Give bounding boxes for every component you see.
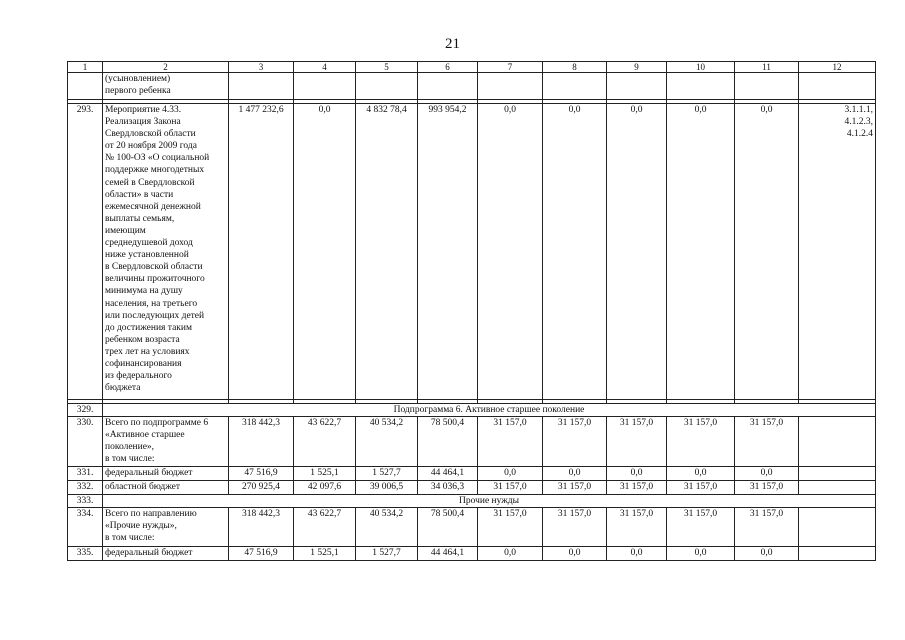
table-row-332 bbox=[68, 481, 876, 495]
value-cell: 31 157,0 bbox=[607, 508, 667, 547]
value-cell: 0,0 bbox=[478, 104, 543, 400]
value-cell: 0,0 bbox=[543, 467, 607, 481]
value-cell: 78 500,4 bbox=[418, 508, 478, 547]
column-header: 9 bbox=[607, 62, 667, 73]
row-label: Мероприятие 4.33. Реализация Закона Свердловской области от 20 ноября 2009 года № 100-ОЗ «О социальной поддержке многодетных семей в Свердловской области» в части ежемесячной денежной выплаты семьям, имеющим среднедушевой доход ниже установленной в Свердловской области величины прожиточного минимума на душу населения, на третьего или последующих детей до достижения таким ребенком возраста трех лет на условиях софинансирования из федерального бюджета bbox=[103, 104, 229, 400]
value-cell: 34 036,3 bbox=[418, 481, 478, 495]
value-cell: 993 954,2 bbox=[418, 104, 478, 400]
value-cell: 270 925,4 bbox=[229, 481, 294, 495]
value-cell: 0,0 bbox=[607, 467, 667, 481]
row-label: федеральный бюджет bbox=[103, 547, 229, 561]
table-row-335 bbox=[68, 547, 876, 561]
row-number: 330. bbox=[68, 417, 103, 467]
table-row-334 bbox=[68, 508, 876, 547]
target-indicators: 3.1.1.1, 4.1.2.3, 4.1.2.4 bbox=[799, 104, 876, 400]
value-cell: 1 525,1 bbox=[294, 467, 356, 481]
column-header: 12 bbox=[799, 62, 876, 73]
row-label: Всего по направлению «Прочие нужды», в том числе: bbox=[103, 508, 229, 547]
value-cell: 31 157,0 bbox=[478, 417, 543, 467]
table-row-329 bbox=[68, 404, 876, 417]
value-cell: 0,0 bbox=[607, 547, 667, 561]
value-cell: 318 442,3 bbox=[229, 417, 294, 467]
value-cell: 1 527,7 bbox=[356, 547, 418, 561]
column-header: 2 bbox=[103, 62, 229, 73]
row-number: 335. bbox=[68, 547, 103, 561]
value-cell: 31 157,0 bbox=[735, 481, 799, 495]
row-number: 331. bbox=[68, 467, 103, 481]
value-cell: 40 534,2 bbox=[356, 508, 418, 547]
value-cell: 0,0 bbox=[478, 547, 543, 561]
table-row-continuation bbox=[68, 73, 876, 100]
value-cell: 4 832 78,4 bbox=[356, 104, 418, 400]
subprogram-title: Подпрограмма 6. Активное старшее поколение bbox=[103, 404, 876, 417]
value-cell: 31 157,0 bbox=[478, 481, 543, 495]
row-number: 293. bbox=[68, 104, 103, 400]
value-cell: 0,0 bbox=[478, 467, 543, 481]
value-cell: 31 157,0 bbox=[735, 508, 799, 547]
value-cell: 0,0 bbox=[607, 104, 667, 400]
value-cell: 31 157,0 bbox=[543, 481, 607, 495]
value-cell: 0,0 bbox=[667, 467, 735, 481]
value-cell: 44 464,1 bbox=[418, 467, 478, 481]
value-cell: 31 157,0 bbox=[478, 508, 543, 547]
value-cell: 0,0 bbox=[735, 104, 799, 400]
value-cell: 39 006,5 bbox=[356, 481, 418, 495]
value-cell: 44 464,1 bbox=[418, 547, 478, 561]
value-cell: 40 534,2 bbox=[356, 417, 418, 467]
value-cell: 31 157,0 bbox=[607, 417, 667, 467]
row-number: 329. bbox=[68, 404, 103, 417]
column-header: 8 bbox=[543, 62, 607, 73]
column-header: 4 bbox=[294, 62, 356, 73]
row-label: Всего по подпрограмме 6 «Активное старшее поколение», в том числе: bbox=[103, 417, 229, 467]
column-header: 3 bbox=[229, 62, 294, 73]
value-cell: 1 527,7 bbox=[356, 467, 418, 481]
value-cell: 47 516,9 bbox=[229, 467, 294, 481]
value-cell: 0,0 bbox=[735, 547, 799, 561]
value-cell: 0,0 bbox=[667, 104, 735, 400]
table-row-333 bbox=[68, 495, 876, 508]
value-cell: 0,0 bbox=[667, 547, 735, 561]
value-cell: 31 157,0 bbox=[667, 481, 735, 495]
column-header: 11 bbox=[735, 62, 799, 73]
value-cell: 31 157,0 bbox=[667, 508, 735, 547]
value-cell: 47 516,9 bbox=[229, 547, 294, 561]
direction-title: Прочие нужды bbox=[103, 495, 876, 508]
row-number: 332. bbox=[68, 481, 103, 495]
row-label: областной бюджет bbox=[103, 481, 229, 495]
program-table bbox=[67, 61, 876, 561]
row-number: 333. bbox=[68, 495, 103, 508]
value-cell: 78 500,4 bbox=[418, 417, 478, 467]
value-cell: 42 097,6 bbox=[294, 481, 356, 495]
value-cell: 31 157,0 bbox=[607, 481, 667, 495]
column-header: 7 bbox=[478, 62, 543, 73]
column-header: 5 bbox=[356, 62, 418, 73]
value-cell: 31 157,0 bbox=[667, 417, 735, 467]
value-cell: 31 157,0 bbox=[543, 417, 607, 467]
value-cell: 0,0 bbox=[543, 104, 607, 400]
value-cell: 43 622,7 bbox=[294, 508, 356, 547]
value-cell: 0,0 bbox=[543, 547, 607, 561]
row-label: федеральный бюджет bbox=[103, 467, 229, 481]
value-cell: 0,0 bbox=[735, 467, 799, 481]
value-cell: 43 622,7 bbox=[294, 417, 356, 467]
column-header: 10 bbox=[667, 62, 735, 73]
value-cell: 1 525,1 bbox=[294, 547, 356, 561]
value-cell: 0,0 bbox=[294, 104, 356, 400]
value-cell: 1 477 232,6 bbox=[229, 104, 294, 400]
table-row-330 bbox=[68, 417, 876, 467]
page-number: 21 bbox=[445, 36, 460, 52]
row-label: (усыновлением) первого ребенка bbox=[103, 73, 229, 100]
value-cell: 318 442,3 bbox=[229, 508, 294, 547]
value-cell: 31 157,0 bbox=[735, 417, 799, 467]
table-row-331 bbox=[68, 467, 876, 481]
column-header: 6 bbox=[418, 62, 478, 73]
row-number: 334. bbox=[68, 508, 103, 547]
column-header: 1 bbox=[68, 62, 103, 73]
table-row-293 bbox=[68, 104, 876, 400]
column-number-row bbox=[68, 62, 876, 73]
value-cell: 31 157,0 bbox=[543, 508, 607, 547]
